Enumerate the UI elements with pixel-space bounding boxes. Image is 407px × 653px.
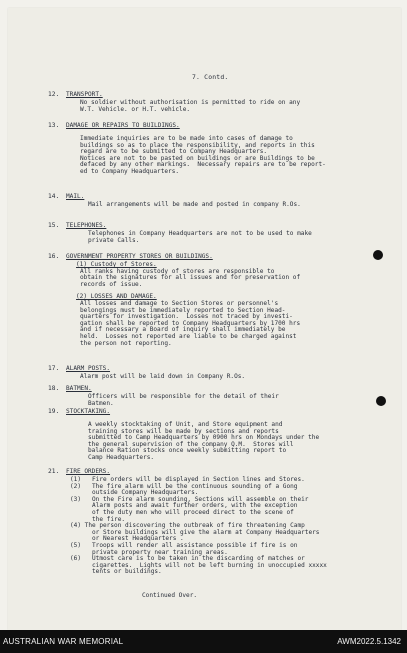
section-line: W.T. Vehicle. or H.T. vehicle. [80,105,191,113]
section-line: gation shall be reported to Company Headquarters by 1700 hrs [80,319,301,327]
section-line: belongings must be immediately reported to Section Head- [80,306,286,314]
page-header: 7. Contd. [192,73,229,81]
section-heading: GOVERNMENT PROPERTY STORES OR BUILDINGS. [66,253,213,260]
section-line: Notices are not to be pasted on buildings or are Buildings to be [80,154,315,162]
punch-hole [376,396,386,406]
section-heading: BATMEN. [66,385,92,392]
section-number: 12. [48,91,60,98]
section-line: quarters for investigation. Losses not traced by investi- [80,313,293,321]
section-line: All losses and damage to Section Stores or personnel's [80,300,279,307]
section-line: (2) LOSSES AND DAMAGE. [76,293,157,301]
archive-footer [0,630,407,653]
section-line: held. Losses not reported are liable to be charged against [80,333,297,340]
section-line: private Calls. [88,236,140,244]
section-line: (1) Fire orders will be displayed in Section lines and Stores. [70,476,305,483]
section-line: private property near training areas. [70,548,228,556]
footer-accession-number: AWM2022.5.1342 [337,637,401,646]
section-number: 13. [48,122,60,129]
section-line: A weekly stocktaking of Unit, and Store equipment and [88,421,283,428]
section-line: the general supervision of the company Q.M. Stores will [88,440,294,448]
section-line: regard are to be submitted to Company Headquarters. [80,148,268,156]
section-heading: DAMAGE OR REPAIRS TO BUILDINGS. [66,122,180,129]
section-line: submitted to Camp Headquarters by 0900 hrs on Mondays under the [88,434,320,442]
section-heading: STOCKTAKING. [66,408,111,415]
section-line: Mail arrangements will be made and posted in company R.Os. [88,201,301,208]
document-text [8,8,401,630]
section-heading: TELEPHONES. [66,222,107,229]
section-line: (2) The fire alarm will be the continuous sounding of a Gong [70,482,298,490]
section-line: (5) Troops will render all assistance possible if fire is on [70,542,298,549]
section-line: Immediate inquiries are to be made into cases of damage to [80,135,293,142]
section-line: Alarm posts and await further orders, with the exception [70,502,298,510]
section-line: outside Company Headquarters. [70,489,199,497]
punch-hole [373,250,383,260]
section-line: or Store buildings will give the alarm at Company Headquarters [70,528,320,536]
section-heading: TRANSPORT. [66,91,103,98]
continued-note: Continued Over. [142,592,198,599]
section-line: or Nearest Headquarters . [70,535,184,543]
section-line: the fire. [70,515,126,523]
section-line: ed to Company Headquarters. [80,168,180,175]
section-number: 19. [48,408,60,415]
section-heading: ALARM POSTS. [66,365,111,372]
section-line: Telephones in Company Headquarters are not to be used to make [88,230,312,237]
section-line: of the duty men who will proceed direct to the scene of [70,509,294,516]
section-line: Camp Headquarters. [88,454,155,461]
section-line: and if necessary a Board of inquiry shall immediately be [80,326,286,334]
section-line: (6) Utmost care is to be taken in the discarding of matches or [70,555,305,563]
section-line: (4) The person discovering the outbreak of fire threatening Camp [70,522,305,530]
section-number: 21. [48,468,60,475]
section-line: No soldier without authorisation is permitted to ride on any [80,99,301,106]
section-line: All ranks having custody of stores are responsible to [80,267,275,275]
section-number: 14. [48,193,60,200]
footer-institution: AUSTRALIAN WAR MEMORIAL [3,637,124,646]
section-number: 15. [48,222,60,229]
section-line: cigarettes. Lights will not be left burning in unoccupied xxxxx [70,561,327,569]
section-line: Alarm post will be laid down in Company R.Os. [80,373,246,380]
section-number: 16. [48,253,60,260]
section-number: 17. [48,365,60,372]
section-heading: MAIL. [66,193,85,200]
section-line: tents or buildings. [70,568,162,576]
section-line: defaced by any other markings. Necessary repairs are to be report- [80,161,326,169]
section-heading: FIRE ORDERS. [66,468,111,475]
section-line: training stores will be made by sections and reports [88,427,279,435]
section-line: Officers will be responsible for the detail of their [88,393,279,400]
section-line: Batmen. [88,399,114,407]
document-page [8,8,401,630]
section-line: balance Ration stocks once weekly submitting report to [88,447,287,455]
section-line: (3) On the Fire alarm sounding, Sections will assemble on their [70,495,309,503]
section-line: records of issue. [80,280,143,288]
section-line: buildings so as to place the responsibility, and reports in this [80,141,315,149]
section-line: obtain the signatures for all issues and for preservation of [80,274,301,282]
section-number: 18. [48,385,60,392]
section-line: (1) Custody of Stores. [76,261,157,268]
section-line: the person not reporting. [80,339,172,347]
